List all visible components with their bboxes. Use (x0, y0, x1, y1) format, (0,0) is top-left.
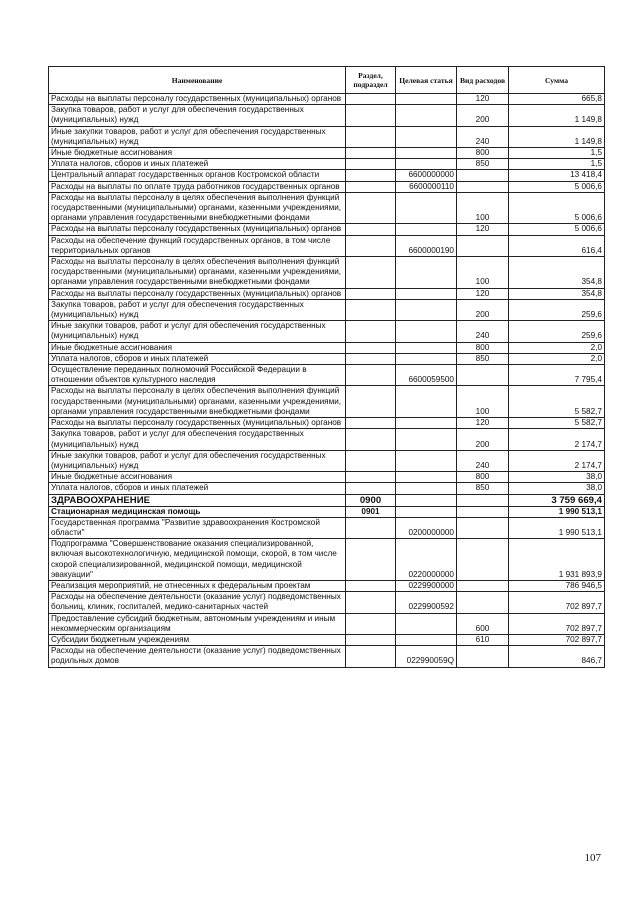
row-kind: 240 (457, 450, 509, 471)
table-row (49, 613, 605, 634)
row-kind: 100 (457, 257, 509, 289)
header-sum: Сумма (509, 67, 605, 94)
row-section (346, 353, 396, 364)
row-sum: 1 149,8 (509, 105, 605, 126)
row-sum: 259,6 (509, 321, 605, 342)
row-target (396, 506, 457, 517)
row-section (346, 539, 396, 581)
row-name: Расходы на выплаты персоналу государственных (муниципальных) органов (49, 224, 346, 235)
row-name: Закупка товаров, работ и услуг для обеспечения государственных (муниципальных) нужд (49, 299, 346, 320)
row-kind: 800 (457, 148, 509, 159)
row-kind (457, 580, 509, 591)
row-target (396, 613, 457, 634)
row-name: Расходы на обеспечение деятельности (оказание услуг) подведомственных больниц, клиник, госпиталей, медико-санитарных частей (49, 592, 346, 613)
table-row (49, 472, 605, 483)
row-kind (457, 517, 509, 538)
row-kind (457, 365, 509, 386)
row-sum: 38,0 (509, 472, 605, 483)
row-target (396, 224, 457, 235)
row-section (346, 365, 396, 386)
row-section (346, 148, 396, 159)
row-target (396, 429, 457, 450)
row-kind (457, 592, 509, 613)
row-target (396, 353, 457, 364)
row-name: Иные закупки товаров, работ и услуг для обеспечения государственных (муниципальных) нужд (49, 126, 346, 147)
row-section (346, 592, 396, 613)
row-section (346, 235, 396, 256)
row-section: 0900 (346, 494, 396, 506)
row-sum: 2 174,7 (509, 450, 605, 471)
table-row (49, 365, 605, 386)
row-section (346, 429, 396, 450)
header-target: Целевая статья (396, 67, 457, 94)
row-section (346, 386, 396, 418)
row-target: 6600059500 (396, 365, 457, 386)
row-kind: 600 (457, 613, 509, 634)
row-target (396, 634, 457, 645)
row-name: Расходы на выплаты персоналу государственных (муниципальных) органов (49, 94, 346, 105)
row-target (396, 483, 457, 494)
row-name: Центральный аппарат государственных органов Костромской области (49, 170, 346, 181)
page-number: 107 (584, 852, 601, 864)
table-row (49, 94, 605, 105)
row-sum: 5 582,7 (509, 418, 605, 429)
row-target: 0220000000 (396, 539, 457, 581)
row-kind: 200 (457, 299, 509, 320)
row-name: Расходы на выплаты персоналу в целях обеспечения выполнения функций государственными (муниципальными) органами, казенными учреждениями, органами управления государственными внебюджетными фондами (49, 386, 346, 418)
row-kind: 120 (457, 288, 509, 299)
header-kind: Вид расходов (457, 67, 509, 94)
row-target: 6600000000 (396, 170, 457, 181)
budget-table (48, 66, 605, 668)
table-row (49, 299, 605, 320)
row-kind: 200 (457, 429, 509, 450)
row-kind: 240 (457, 321, 509, 342)
row-sum: 3 759 669,4 (509, 494, 605, 506)
row-name: Закупка товаров, работ и услуг для обеспечения государственных (муниципальных) нужд (49, 105, 346, 126)
row-kind (457, 646, 509, 667)
table-row (49, 418, 605, 429)
row-name: Расходы на обеспечение деятельности (оказание услуг) подведомственных родильных домов (49, 646, 346, 667)
row-name: ЗДРАВООХРАНЕНИЕ (49, 494, 346, 506)
table-body (49, 94, 605, 668)
row-kind (457, 181, 509, 192)
document-page (48, 66, 604, 668)
row-section: 0901 (346, 506, 396, 517)
row-kind: 800 (457, 472, 509, 483)
table-row (49, 646, 605, 667)
row-section (346, 94, 396, 105)
row-sum: 665,8 (509, 94, 605, 105)
row-sum: 1,5 (509, 148, 605, 159)
row-target (396, 288, 457, 299)
row-section (346, 170, 396, 181)
row-section (346, 321, 396, 342)
row-name: Осуществление переданных полномочий Российской Федерации в отношении объектов культурного наследия (49, 365, 346, 386)
row-target: 0200000000 (396, 517, 457, 538)
row-name: Стационарная медицинская помощь (49, 506, 346, 517)
row-target (396, 192, 457, 224)
row-target (396, 386, 457, 418)
row-sum: 5 006,6 (509, 192, 605, 224)
row-sum: 38,0 (509, 483, 605, 494)
row-name: Подпрограмма "Совершенствование оказания специализированной, включая высокотехнологичную, медицинской помощи, скорой, в том числе скорой специализированной, медицинской помощи, медицинской эвакуации" (49, 539, 346, 581)
row-sum: 702 897,7 (509, 613, 605, 634)
row-section (346, 181, 396, 192)
row-section (346, 450, 396, 471)
table-row (49, 181, 605, 192)
row-name: Предоставление субсидий бюджетным, автономным учреждениям и иным некоммерческим организациям (49, 613, 346, 634)
row-section (346, 126, 396, 147)
row-target (396, 159, 457, 170)
row-sum: 2,0 (509, 342, 605, 353)
table-row (49, 494, 605, 506)
table-row (49, 321, 605, 342)
row-name: Расходы на выплаты персоналу в целях обеспечения выполнения функций государственными (муниципальными) органами, казенными учреждениями, органами управления государственными внебюджетными фондами (49, 192, 346, 224)
row-sum: 2,0 (509, 353, 605, 364)
row-kind: 100 (457, 386, 509, 418)
row-name: Уплата налогов, сборов и иных платежей (49, 353, 346, 364)
row-kind (457, 506, 509, 517)
row-section (346, 472, 396, 483)
row-section (346, 517, 396, 538)
row-section (346, 105, 396, 126)
row-target (396, 342, 457, 353)
row-name: Иные бюджетные ассигнования (49, 148, 346, 159)
header-section: Раздел, подраздел (346, 67, 396, 94)
row-sum: 616,4 (509, 235, 605, 256)
row-target (396, 94, 457, 105)
row-kind: 850 (457, 353, 509, 364)
row-kind (457, 494, 509, 506)
row-target (396, 299, 457, 320)
row-section (346, 159, 396, 170)
row-sum: 354,8 (509, 257, 605, 289)
row-target (396, 126, 457, 147)
row-target (396, 472, 457, 483)
row-name: Иные закупки товаров, работ и услуг для обеспечения государственных (муниципальных) нужд (49, 321, 346, 342)
row-sum: 846,7 (509, 646, 605, 667)
table-row (49, 580, 605, 591)
table-row (49, 634, 605, 645)
table-row (49, 159, 605, 170)
row-sum: 354,8 (509, 288, 605, 299)
table-row (49, 483, 605, 494)
table-row (49, 386, 605, 418)
table-row (49, 506, 605, 517)
row-sum: 5 006,6 (509, 224, 605, 235)
table-row (49, 450, 605, 471)
row-sum: 702 897,7 (509, 592, 605, 613)
row-sum: 1 990 513,1 (509, 506, 605, 517)
table-row (49, 126, 605, 147)
row-name: Уплата налогов, сборов и иных платежей (49, 483, 346, 494)
row-name: Расходы на выплаты персоналу государственных (муниципальных) органов (49, 288, 346, 299)
table-row (49, 342, 605, 353)
row-sum: 5 582,7 (509, 386, 605, 418)
row-sum: 259,6 (509, 299, 605, 320)
row-target (396, 450, 457, 471)
row-section (346, 634, 396, 645)
row-target: 0229900000 (396, 580, 457, 591)
row-kind: 800 (457, 342, 509, 353)
row-target: 6600000110 (396, 181, 457, 192)
row-sum: 13 418,4 (509, 170, 605, 181)
row-name: Расходы на обеспечение функций государственных органов, в том числе территориальных органов (49, 235, 346, 256)
row-target: 022990059Q (396, 646, 457, 667)
row-kind: 200 (457, 105, 509, 126)
row-kind: 610 (457, 634, 509, 645)
row-target (396, 321, 457, 342)
row-name: Государственная программа "Развитие здравоохранения Костромской области" (49, 517, 346, 538)
row-sum: 1 149,8 (509, 126, 605, 147)
row-section (346, 224, 396, 235)
row-kind: 120 (457, 94, 509, 105)
row-target (396, 494, 457, 506)
table-row (49, 288, 605, 299)
row-name: Расходы на выплаты персоналу государственных (муниципальных) органов (49, 418, 346, 429)
row-sum: 786 946,5 (509, 580, 605, 591)
row-name: Расходы на выплаты по оплате труда работников государственных органов (49, 181, 346, 192)
row-section (346, 483, 396, 494)
row-kind (457, 539, 509, 581)
row-kind: 120 (457, 224, 509, 235)
row-sum: 7 795,4 (509, 365, 605, 386)
row-sum: 1 931 893,9 (509, 539, 605, 581)
table-row (49, 224, 605, 235)
table-row (49, 539, 605, 581)
header-name: Наименование (49, 67, 346, 94)
table-row (49, 192, 605, 224)
table-header (49, 67, 605, 94)
row-name: Иные закупки товаров, работ и услуг для обеспечения государственных (муниципальных) нужд (49, 450, 346, 471)
row-name: Расходы на выплаты персоналу в целях обеспечения выполнения функций государственными (муниципальными) органами, казенными учреждениями, органами управления государственными внебюджетными фондами (49, 257, 346, 289)
table-row (49, 105, 605, 126)
row-kind: 100 (457, 192, 509, 224)
row-section (346, 418, 396, 429)
row-target: 6600000190 (396, 235, 457, 256)
row-target: 0229900592 (396, 592, 457, 613)
table-row (49, 353, 605, 364)
row-name: Закупка товаров, работ и услуг для обеспечения государственных (муниципальных) нужд (49, 429, 346, 450)
row-sum: 2 174,7 (509, 429, 605, 450)
table-row (49, 148, 605, 159)
row-target (396, 257, 457, 289)
row-kind: 240 (457, 126, 509, 147)
row-kind: 120 (457, 418, 509, 429)
row-name: Уплата налогов, сборов и иных платежей (49, 159, 346, 170)
row-name: Субсидии бюджетным учреждениям (49, 634, 346, 645)
row-kind (457, 170, 509, 181)
row-section (346, 192, 396, 224)
row-sum: 1 990 513,1 (509, 517, 605, 538)
row-section (346, 299, 396, 320)
row-section (346, 613, 396, 634)
row-section (346, 646, 396, 667)
row-kind (457, 235, 509, 256)
row-section (346, 580, 396, 591)
row-name: Иные бюджетные ассигнования (49, 472, 346, 483)
table-row (49, 257, 605, 289)
row-target (396, 148, 457, 159)
table-row (49, 170, 605, 181)
table-row (49, 429, 605, 450)
row-target (396, 418, 457, 429)
table-row (49, 235, 605, 256)
row-sum: 1,5 (509, 159, 605, 170)
row-target (396, 105, 457, 126)
row-name: Иные бюджетные ассигнования (49, 342, 346, 353)
row-section (346, 342, 396, 353)
row-kind: 850 (457, 159, 509, 170)
row-section (346, 288, 396, 299)
row-kind: 850 (457, 483, 509, 494)
row-sum: 702 897,7 (509, 634, 605, 645)
row-sum: 5 006,6 (509, 181, 605, 192)
row-section (346, 257, 396, 289)
row-name: Реализация мероприятий, не отнесенных к федеральным проектам (49, 580, 346, 591)
table-row (49, 592, 605, 613)
table-row (49, 517, 605, 538)
